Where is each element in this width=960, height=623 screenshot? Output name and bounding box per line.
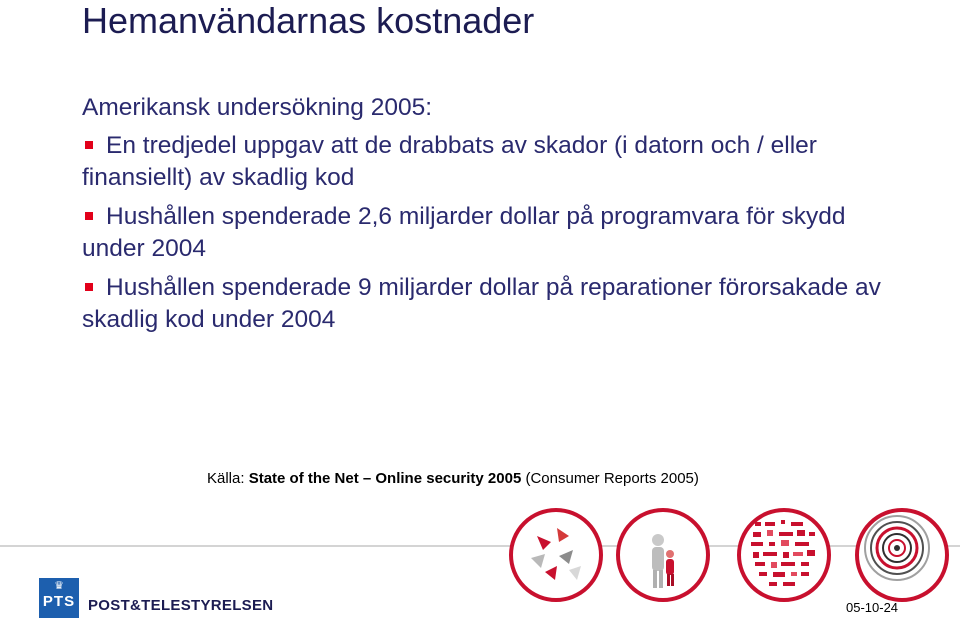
- pts-logo: [39, 578, 79, 618]
- bullet-square-icon: [85, 283, 93, 291]
- bullet-text: En tredjedel uppgav att de drabbats av skador (i datorn och / eller finansiellt) av skadlig kod: [82, 132, 817, 191]
- intro-text: Amerikansk undersökning 2005:: [82, 94, 433, 121]
- bullet-square-icon: [85, 212, 93, 220]
- slide-date: 05-10-24: [846, 600, 899, 615]
- bullet-text: Hushållen spenderade 2,6 miljarder dollar på programvara för skydd under 2004: [82, 203, 846, 262]
- bullet-item: [82, 272, 912, 336]
- logo-letters: PTS: [42, 593, 76, 610]
- source-prefix: Källa:: [207, 470, 249, 487]
- pixel-pattern-emblem-icon: [735, 506, 833, 604]
- source-citation: [207, 470, 699, 487]
- bullet-item: [82, 201, 912, 265]
- source-title: State of the Net – Online security 2005: [248, 470, 522, 487]
- bullet-square-icon: [85, 141, 93, 149]
- source-suffix: (Consumer Reports 2005): [521, 470, 699, 487]
- people-emblem-icon: [614, 506, 712, 604]
- target-emblem-icon: [853, 506, 951, 604]
- bullet-item: [82, 130, 912, 194]
- slide-title: Hemanvändarnas kostnader: [82, 0, 535, 41]
- slide-content: [82, 92, 912, 343]
- bullet-text: Hushållen spenderade 9 miljarder dollar på reparationer förorsakade av skadlig kod under 2004: [82, 274, 881, 333]
- crown-icon: ♛: [54, 580, 64, 592]
- arrows-emblem-icon: [507, 506, 605, 604]
- organization-name: POST&TELESTYRELSEN: [88, 597, 274, 614]
